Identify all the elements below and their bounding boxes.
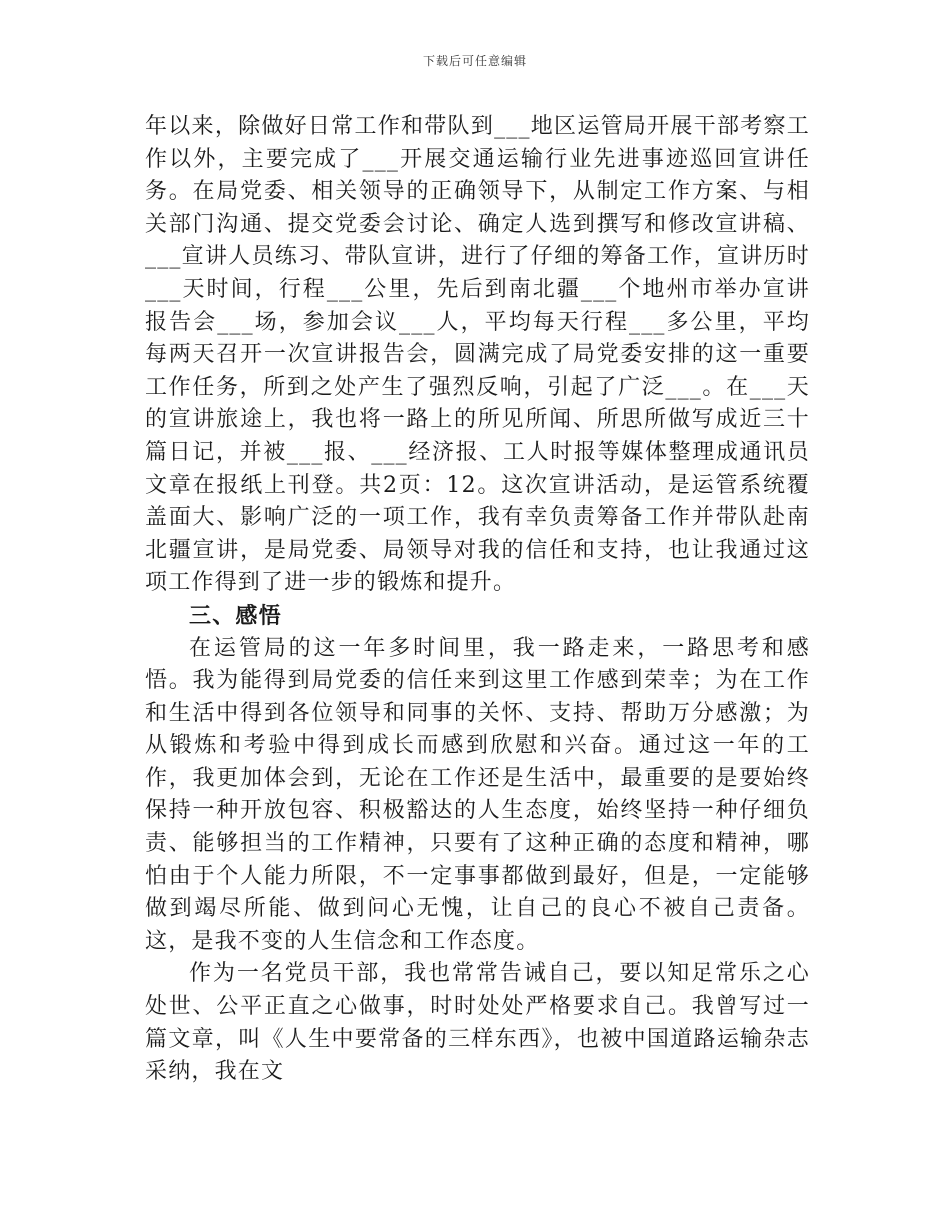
paragraph-work-summary: 年以来，除做好日常工作和带队到___地区运管局开展干部考察工作以外，主要完成了___开展交通运输行业先进事迹巡回宣讲任务。在局党委、相关领导的正确领导下，从制定工作方案、与相关部门沟通、提交党委会讨论、确定人选到撰写和修改宣讲稿、___宣讲人员练习、带队宣讲，进行了仔细的筹备工作，宣讲历时___天时间，行程___公里，先后到南北疆___个地州市举办宣讲报告会___场，参加会议___人，平均每天行程___多公里，平均每两天召开一次宣讲报告会，圆满完成了局党委安排的这一重要工作任务，所到之处产生了强烈反响，引起了广泛___。在___天的宣讲旅途上，我也将一路上的所见所闻、所思所做写成近三十篇日记，并被___报、___经济报、工人时报等媒体整理成通讯员文章在报纸上刊登。共2页：12。这次宣讲活动，是运管系统覆盖面大、影响广泛的一项工作，我有幸负责筹备工作并带队赴南北疆宣讲，是局党委、局领导对我的信任和支持，也让我通过这项工作得到了进一步的锻炼和提升。 — [145, 114, 810, 596]
section-heading-reflections: 三、感悟 — [189, 602, 282, 629]
paragraph-reflections: 在运管局的这一年多时间里，我一路走来，一路思考和感悟。我为能得到局党委的信任来到这里工作感到荣幸；为在工作和生活中得到各位领导和同事的关怀、支持、帮助万分感激；为从锻炼和考验中得到成长而感到欣慰和兴奋。通过这一年的工作，我更加体会到，无论在工作还是生活中，最重要的是要始终保持一种开放包容、积极豁达的人生态度，始终坚持一种仔细负责、能够担当的工作精神，只要有了这种正确的态度和精神，哪怕由于个人能力所限，不一定事事都做到最好，但是，一定能够做到竭尽所能、做到问心无愧，让自己的良心不被自己责备。这，是我不变的人生信念和工作态度。 — [145, 635, 810, 954]
paragraph-party-cadre: 作为一名党员干部，我也常常告诫自己，要以知足常乐之心处世、公平正直之心做事，时时处处严格要求自己。我曾写过一篇文章，叫《人生中要常备的三样东西》，也被中国道路运输杂志采纳，我在文 — [145, 961, 810, 1085]
document-body — [145, 111, 810, 1089]
page-header: 下载后可任意编辑 — [422, 54, 527, 68]
